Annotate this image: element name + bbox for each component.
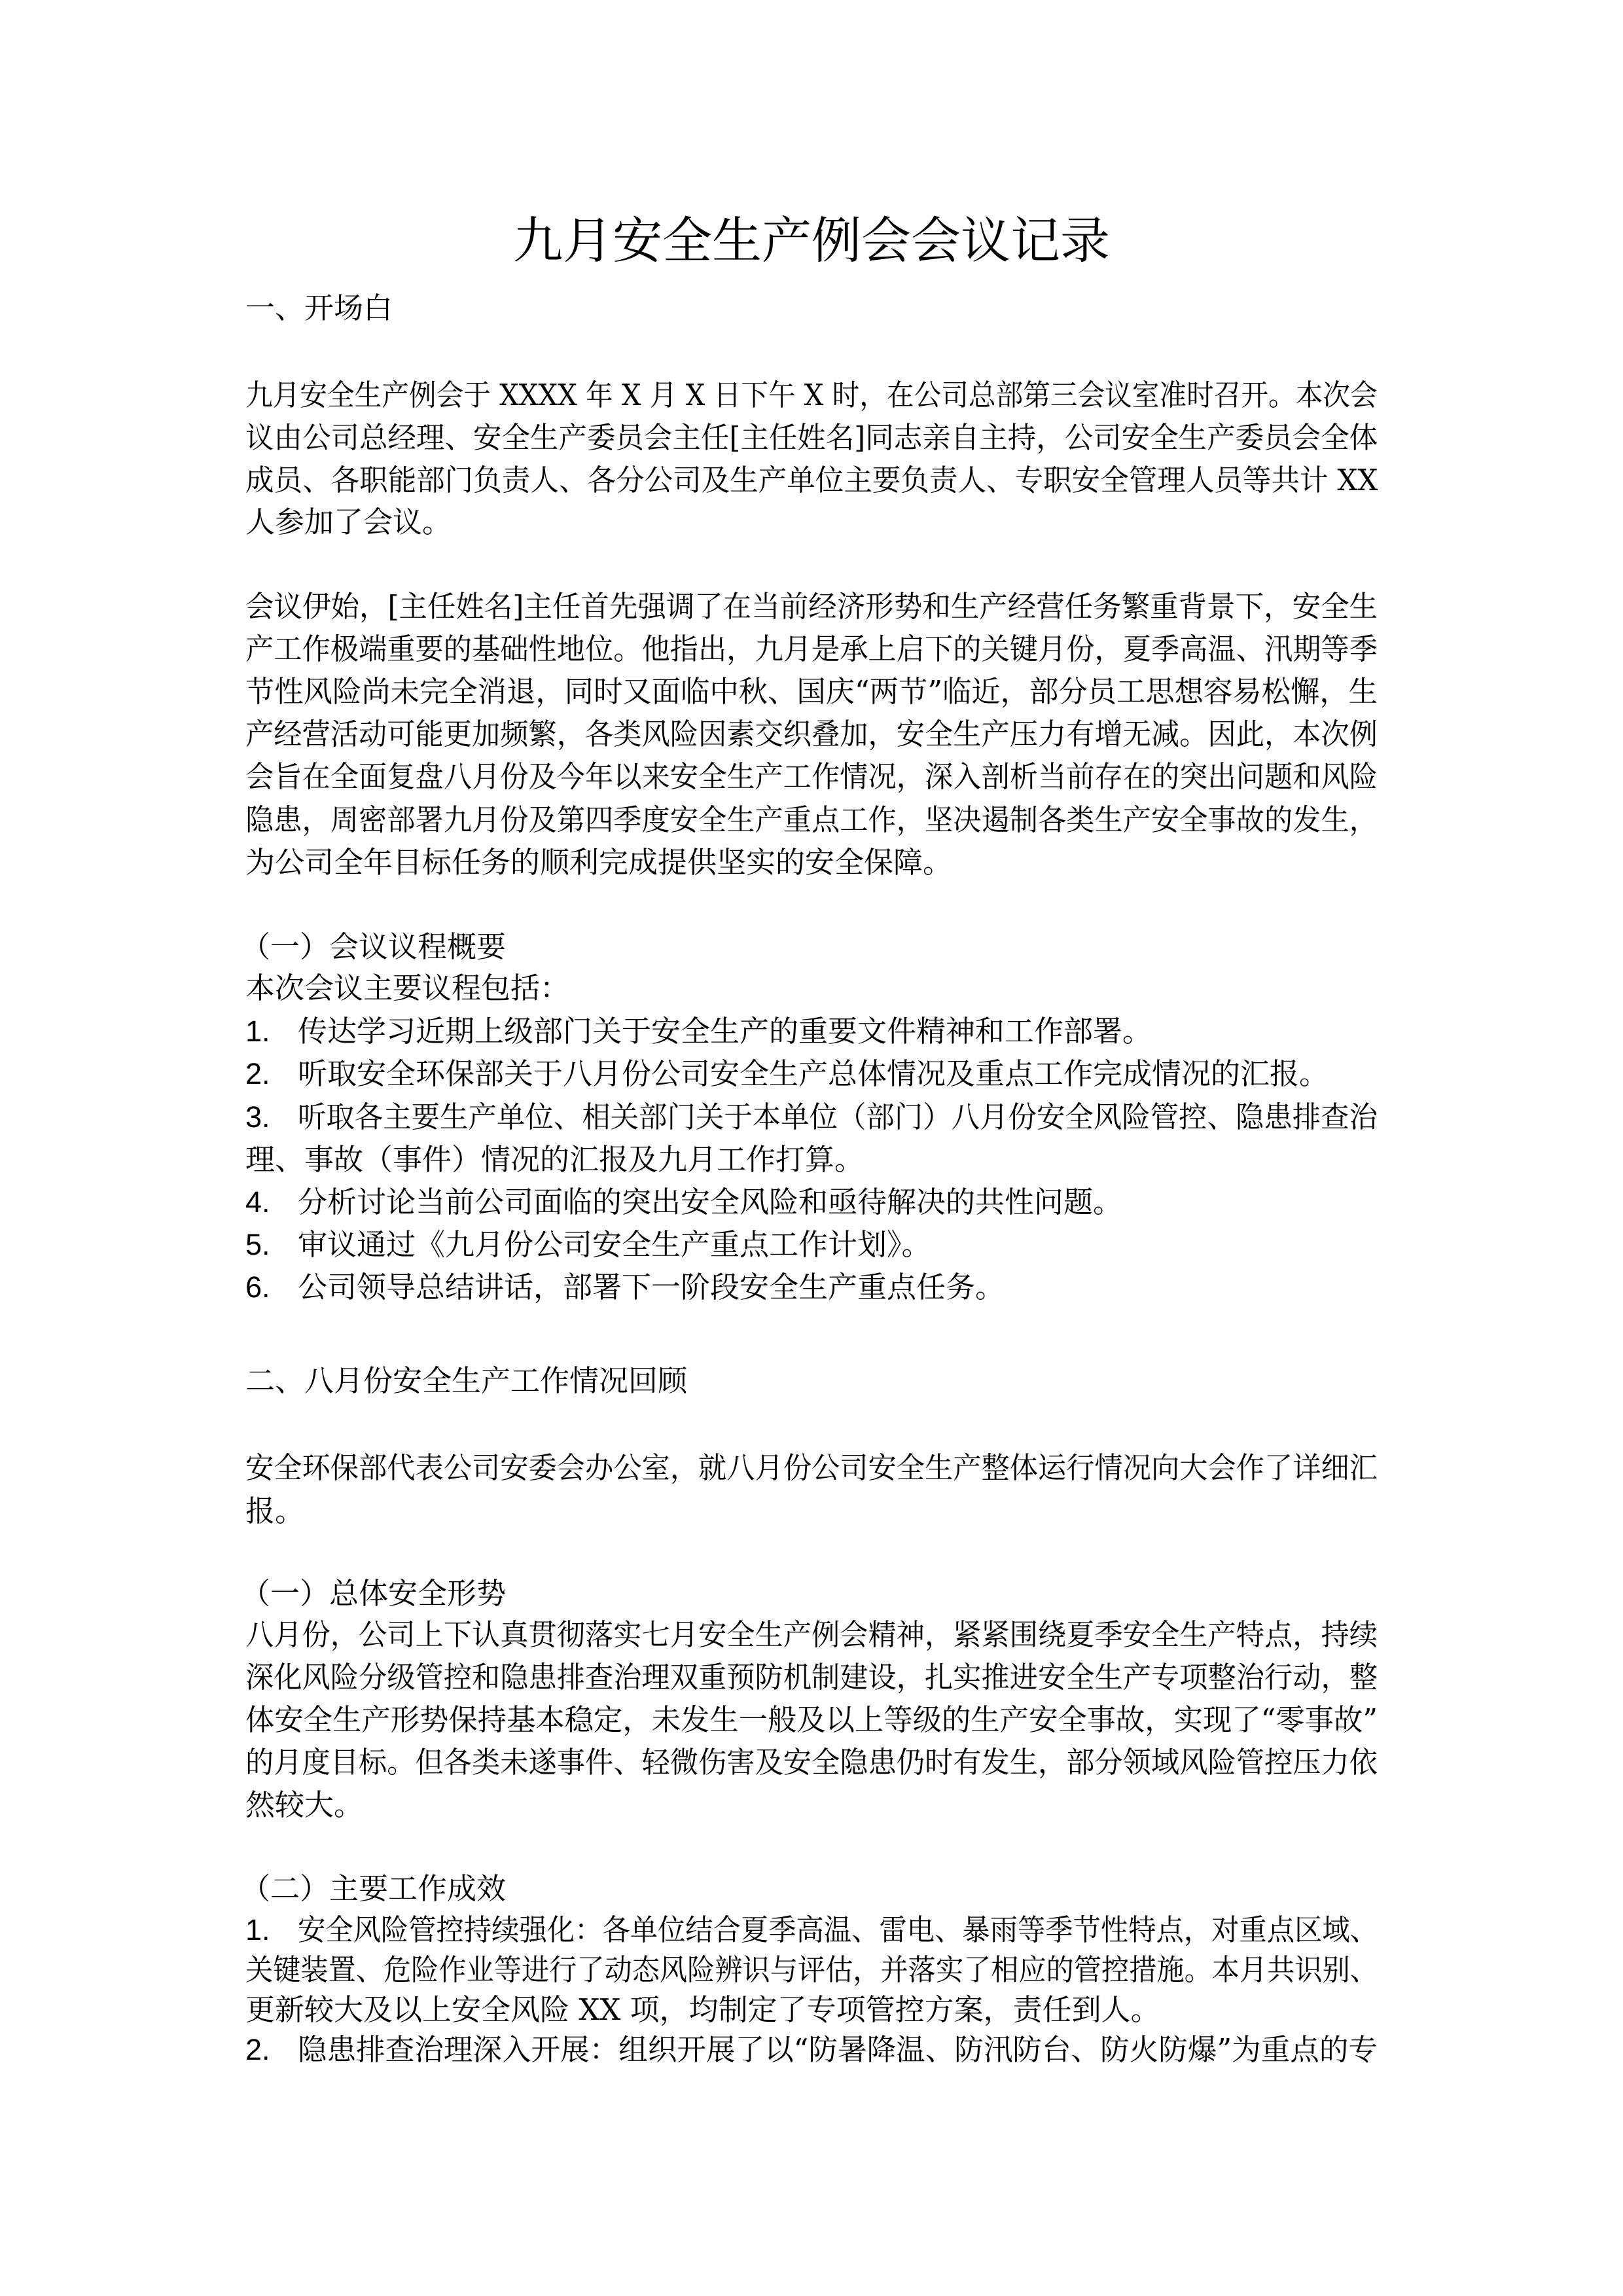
section-heading: 二、八月份安全生产工作情况回顾 [245, 1363, 688, 1398]
paragraph-line: 隐患，周密部署九月份及第四季度安全生产重点工作，坚决遏制各类生产安全事故的发生， [245, 802, 1378, 837]
item-number: 5. [245, 1228, 270, 1261]
paragraph-line: 议由公司总经理、安全生产委员会主任[主任姓名]同志亲自主持，公司安全生产委员会全体 [245, 420, 1378, 455]
paragraph-line: 八月份，公司上下认真贯彻落实七月安全生产例会精神，紧紧围绕夏季安全生产特点，持续 [245, 1617, 1378, 1652]
item-text: 安全风险管控持续强化：各单位结合夏季高温、雷电、暴雨等季节性特点，对重点区域、 [298, 1912, 1378, 1947]
paragraph-line: 九月安全生产例会于 XXXX 年 X 月 X 日下午 X 时，在公司总部第三会议室准时召开。本次会 [245, 378, 1378, 412]
item-number: 3. [245, 1100, 270, 1134]
item-text: 隐患排查治理深入开展：组织开展了以“防暑降温、防汛防台、防火防爆”为重点的专 [298, 2032, 1378, 2067]
item-text: 听取安全环保部关于八月份公司安全生产总体情况及重点工作完成情况的汇报。 [298, 1056, 1329, 1091]
paragraph-line: 会议伊始，[主任姓名]主任首先强调了在当前经济形势和生产经营任务繁重背景下，安全生 [245, 589, 1378, 624]
paragraph-line: 为公司全年目标任务的顺利完成提供坚实的安全保障。 [245, 845, 953, 880]
paragraph-line: 深化风险分级管控和隐患排查治理双重预防机制建设，扎实推进安全生产专项整治行动，整 [245, 1660, 1378, 1695]
agenda-intro: 本次会议主要议程包括： [245, 971, 570, 1005]
paragraph-line: 安全环保部代表公司安委会办公室，就八月份公司安全生产整体运行情况向大会作了详细汇 [245, 1450, 1378, 1485]
paragraph-line: 成员、各职能部门负责人、各分公司及生产单位主要负责人、专职安全管理人员等共计 XX [245, 463, 1378, 497]
subsection-heading: （一）总体安全形势 [241, 1576, 507, 1611]
item-number: 6. [245, 1270, 270, 1304]
item-number: 2. [245, 2033, 270, 2066]
item-text-continued: 关键装置、危险作业等进行了动态风险辨识与评估，并落实了相应的管控措施。本月共识别、 [245, 1952, 1378, 1987]
paragraph-line: 报。 [245, 1494, 305, 1528]
paragraph-line: 节性风险尚未完全消退，同时又面临中秋、国庆“两节”临近，部分员工思想容易松懈，生 [245, 674, 1378, 709]
paragraph-line: 体安全生产形势保持基本稳定，未发生一般及以上等级的生产安全事故，实现了“零事故” [245, 1702, 1378, 1737]
paragraph-line: 产经营活动可能更加频繁，各类风险因素交织叠加，安全生产压力有增无减。因此，本次例 [245, 717, 1378, 751]
subsection-heading: （二）主要工作成效 [241, 1871, 507, 1906]
paragraph-line: 会旨在全面复盘八月份及今年以来安全生产工作情况，深入剖析当前存在的突出问题和风险 [245, 759, 1378, 794]
subsection-heading: （一）会议议程概要 [241, 929, 507, 964]
paragraph-line: 产工作极端重要的基础性地位。他指出，九月是承上启下的关键月份，夏季高温、汛期等季 [245, 632, 1378, 666]
paragraph-line: 的月度目标。但各类未遂事件、轻微伤害及安全隐患仍时有发生，部分领域风险管控压力依 [245, 1745, 1378, 1780]
item-number: 1. [245, 1014, 270, 1048]
item-text: 分析讨论当前公司面临的突出安全风险和亟待解决的共性问题。 [298, 1185, 1123, 1219]
paragraph-line: 然较大。 [245, 1787, 364, 1822]
item-text: 传达学习近期上级部门关于安全生产的重要文件精神和工作部署。 [298, 1014, 1152, 1049]
item-number: 2. [245, 1057, 270, 1090]
item-text-continued: 更新较大及以上安全风险 XX 项，均制定了专项管控方案，责任到人。 [245, 1992, 1160, 2027]
item-text: 公司领导总结讲话，部署下一阶段安全生产重点任务。 [298, 1270, 1005, 1304]
item-text: 听取各主要生产单位、相关部门关于本单位（部门）八月份安全风险管控、隐患排查治 [298, 1100, 1378, 1134]
section-heading: 一、开场白 [245, 291, 393, 325]
item-text: 审议通过《九月份公司安全生产重点工作计划》。 [298, 1227, 931, 1262]
paragraph-line: 人参加了会议。 [245, 505, 452, 539]
item-text-continued: 理、事故（事件）情况的汇报及九月工作打算。 [245, 1142, 865, 1177]
document-title: 九月安全生产例会会议记录 [513, 211, 1110, 270]
item-number: 4. [245, 1185, 270, 1219]
item-number: 1. [245, 1913, 270, 1946]
